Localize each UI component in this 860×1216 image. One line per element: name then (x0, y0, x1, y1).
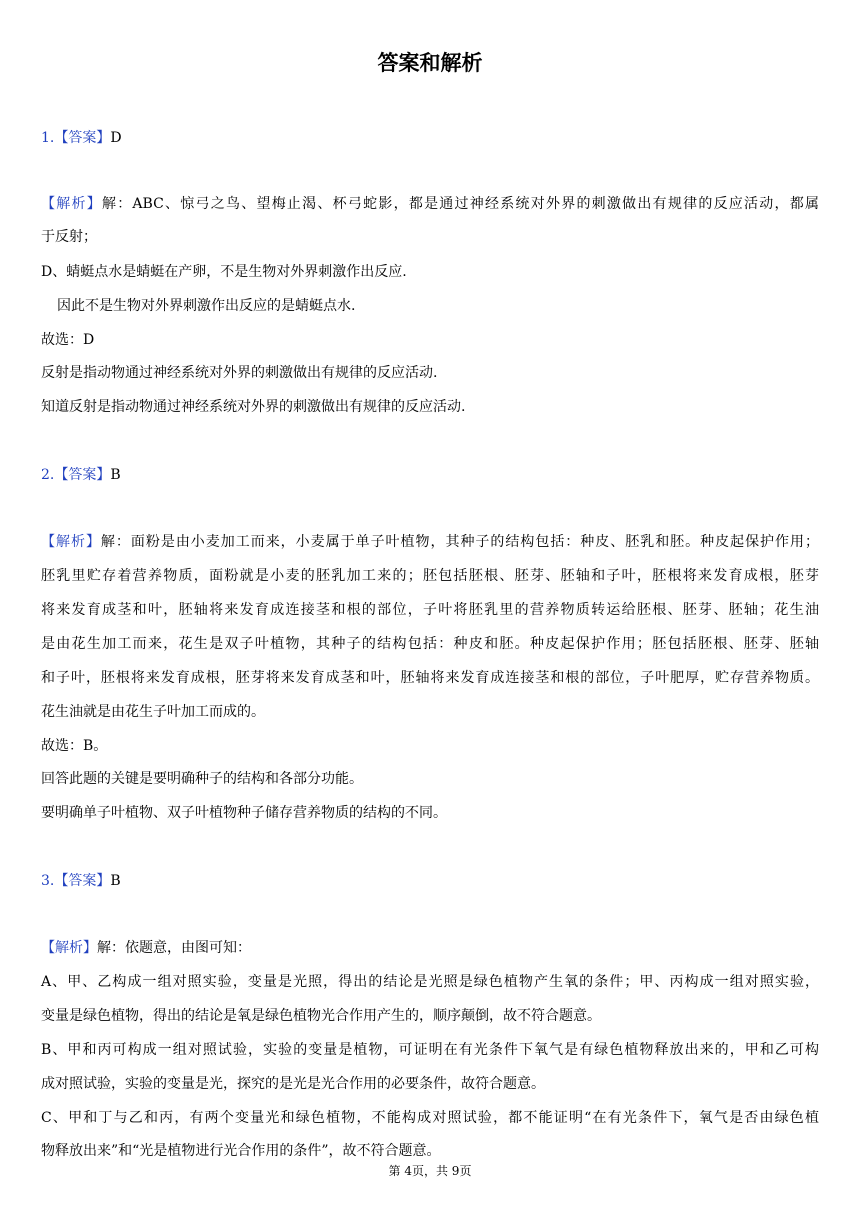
q2-answer-value: B (110, 467, 121, 483)
q3-analysis-label: 【解析】 (41, 940, 97, 956)
q2-answer-line (41, 464, 819, 486)
q3-analysis-line-5: 成对照试验，实验的变量是光，探究的是光是光合作用的必要条件，故符合题意。 (41, 1076, 545, 1092)
q2-number: 2. (41, 467, 55, 483)
q3-analysis-text-1: 解：依题意，由图可知： (97, 940, 251, 956)
q1-answer-label: 【答案】 (54, 130, 111, 146)
q2-analysis-line-9: 要明确单子叶植物、双子叶植物种子储存营养物质的结构的不同。 (41, 805, 447, 821)
q1-number: 1. (41, 130, 55, 146)
q2-answer-label: 【答案】 (54, 467, 111, 483)
q2-analysis-line-6: 花生油就是由花生子叶加工而成的。 (41, 704, 265, 720)
q2-analysis-label: 【解析】 (41, 534, 101, 550)
q3-analysis-line-1 (41, 937, 819, 959)
q2-analysis-text-1: 解：面粉是由小麦加工而来，小麦属于单子叶植物，其种子的结构包括：种皮、胚乳和胚。种皮起保护作用； (100, 534, 819, 550)
q3-answer-label: 【答案】 (54, 873, 111, 889)
page-title: 答案和解析 (377, 51, 483, 75)
q3-answer-value: B (110, 873, 121, 889)
q1-analysis-line-5: 故选：D (41, 332, 95, 348)
q2-analysis-line-5: 和子叶，胚根将来发育成根，胚芽将来发育成茎和叶，胚轴将来发育成连接茎和根的部位，子叶肥厚，贮存营养物质。 (41, 670, 819, 686)
q1-analysis-line-2: 于反射； (41, 229, 97, 245)
q3-analysis-line-7: 物释放出来”和“光是植物进行光合作用的条件”，故不符合题意。 (41, 1143, 441, 1159)
q3-number: 3. (41, 873, 55, 889)
q1-analysis-line-1 (41, 193, 819, 215)
q2-analysis-line-2: 胚乳里贮存着营养物质，面粉就是小麦的胚乳加工来的；胚包括胚根、胚芽、胚轴和子叶，胚根将来发育成根，胚芽 (41, 568, 819, 584)
q3-analysis-line-6: C、甲和丁与乙和丙，有两个变量光和绿色植物，不能构成对照试验，都不能证明“在有光条件下，氧气是否由绿色植 (41, 1110, 819, 1126)
q2-analysis-line-8: 回答此题的关键是要明确种子的结构和各部分功能。 (41, 771, 363, 787)
q3-answer-line (41, 870, 819, 892)
q1-analysis-line-7: 知道反射是指动物通过神经系统对外界的刺激做出有规律的反应活动. (41, 399, 466, 415)
q2-analysis-line-1 (41, 531, 819, 553)
q1-answer-value: D (110, 130, 122, 146)
q2-analysis-line-3: 将来发育成茎和叶，胚轴将来发育成连接茎和根的部位，子叶将胚乳里的营养物质转运给胚根、胚芽、胚轴；花生油 (41, 602, 819, 618)
q2-analysis-line-7: 故选：B。 (41, 738, 108, 754)
q3-analysis-line-2: A、甲、乙构成一组对照实验，变量是光照，得出的结论是光照是绿色植物产生氧的条件；甲、丙构成一组对照实验， (41, 974, 819, 990)
q1-analysis-line-6: 反射是指动物通过神经系统对外界的刺激做出有规律的反应活动. (41, 365, 438, 381)
q1-analysis-label: 【解析】 (41, 196, 102, 212)
q1-analysis-line-4: 因此不是生物对外界刺激作出反应的是蜻蜓点水. (57, 298, 356, 314)
page-footer: 第 4页，共 9页 (388, 1164, 472, 1178)
q3-analysis-line-3: 变量是绿色植物，得出的结论是氧是绿色植物光合作用产生的，顺序颠倒，故不符合题意。 (41, 1008, 601, 1024)
q1-analysis-text-1: 解：ABC、惊弓之鸟、望梅止渴、杯弓蛇影，都是通过神经系统对外界的刺激做出有规律的反应活动，都属 (101, 196, 819, 212)
q2-analysis-line-4: 是由花生加工而来，花生是双子叶植物，其种子的结构包括：种皮和胚。种皮起保护作用；胚包括胚根、胚芽、胚轴 (41, 636, 819, 652)
q3-analysis-line-4: B、甲和丙可构成一组对照试验，实验的变量是植物，可证明在有光条件下氧气是有绿色植物释放出来的，甲和乙可构 (41, 1042, 819, 1058)
q1-answer-line (41, 127, 819, 149)
q1-analysis-line-3: D、蜻蜓点水是蜻蜓在产卵，不是生物对外界刺激作出反应. (41, 264, 407, 280)
